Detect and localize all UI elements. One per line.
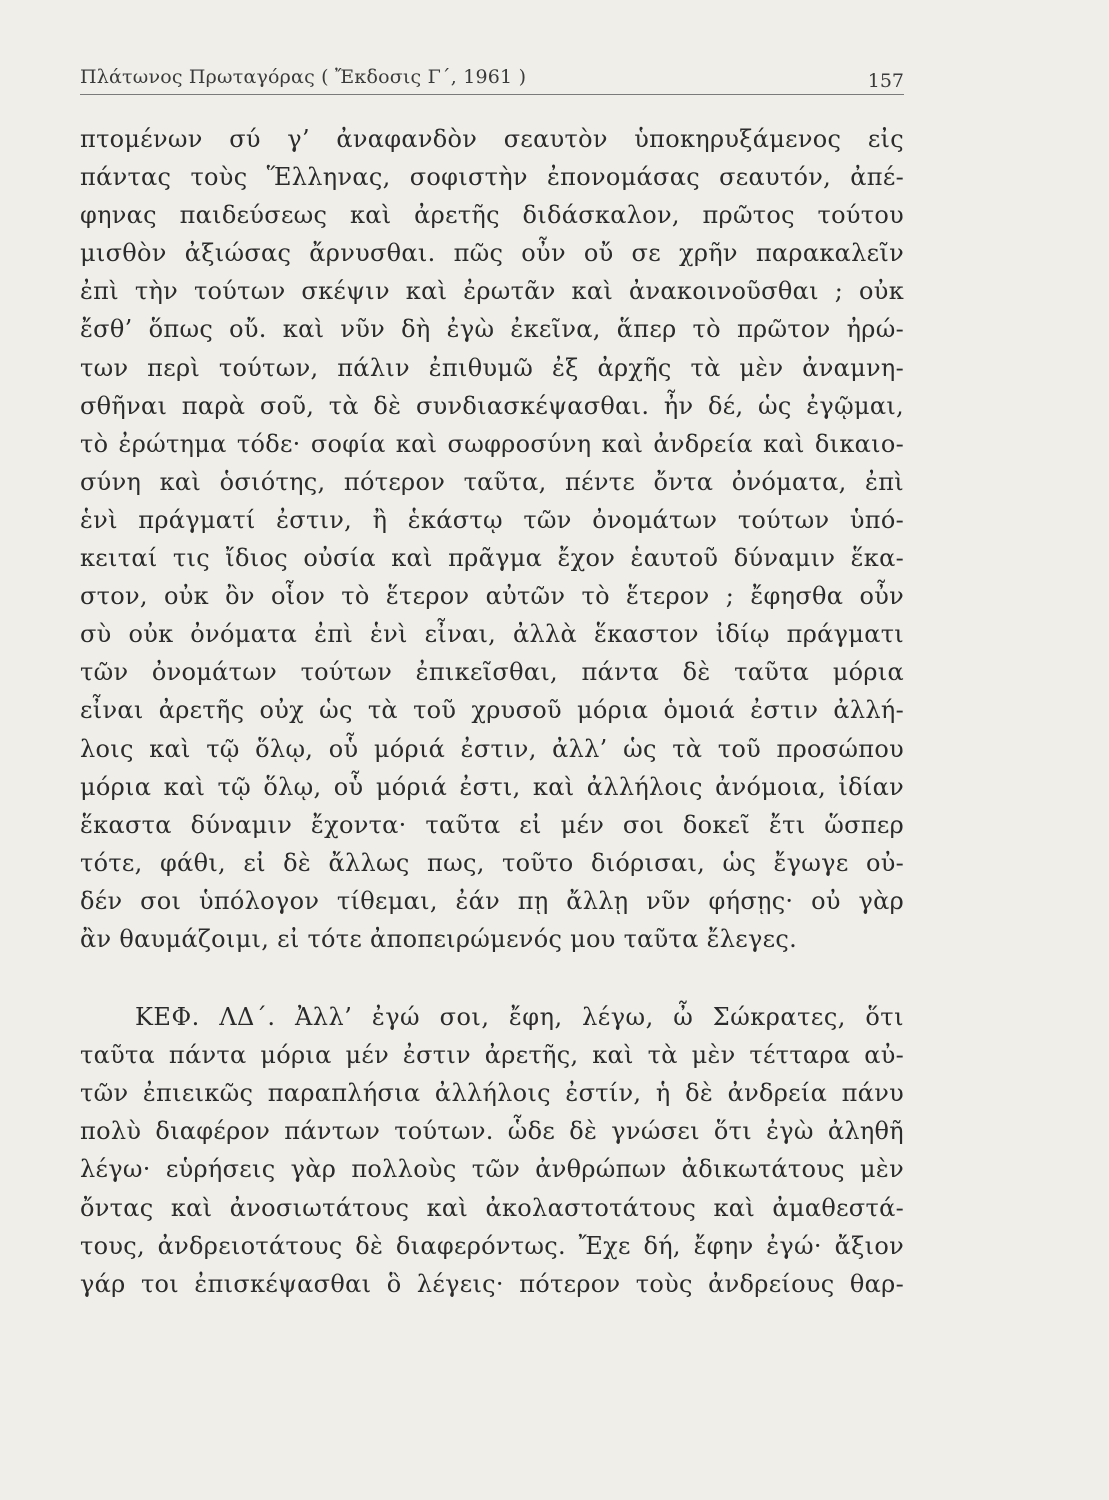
body-text [80,120,904,1303]
text-line: πτομένων σύ γ’ ἀναφανδὸν σεαυτὸν ὑποκηρυξάμενος εἰς [80,125,904,153]
text-line: τους, ἀνδρειοτάτους δὲ διαφερόντως. Ἔχε δή, ἔφην ἐγώ· ἄξιον [80,1231,904,1260]
text-line: γάρ τοι ἐπισκέψασθαι ὃ λέγεις· πότερον τοὺς ἀνδρείους θαρ- [80,1269,904,1298]
text-line: ἐπὶ τὴν τούτων σκέψιν καὶ ἐρωτᾶν καὶ ἀνακοινοῦσθαι ; οὐκ [80,277,904,306]
paragraph-gap [80,958,904,998]
running-header [80,62,904,95]
text-line: τότε, φάθι, εἰ δὲ ἄλλως πως, τοῦτο διόρισαι, ὡς ἔγωγε οὐ- [80,848,904,877]
paragraph-2 [80,998,904,1303]
text-line: δέν σοι ὑπόλογον τίθεμαι, ἐάν πῃ ἄλλῃ νῦν φήσῃς· οὐ γὰρ [80,886,904,915]
text-line: κειταί τις ἴδιος οὐσία καὶ πρᾶγμα ἔχον ἑαυτοῦ δύναμιν ἕκα- [80,544,904,573]
page-number: 157 [867,70,904,92]
text-line: τῶν ἐπιεικῶς παραπλήσια ἀλλήλοις ἐστίν, ἡ δὲ ἀνδρεία πάνυ [80,1079,904,1108]
text-line: ὄντας καὶ ἀνοσιωτάτους καὶ ἀκολαστοτάτους καὶ ἀμαθεστά- [80,1193,904,1222]
text-line: μόρια καὶ τῷ ὅλῳ, οὗ μόριά ἐστι, καὶ ἀλλήλοις ἀνόμοια, ἰδίαν [80,772,904,801]
text-line: τῶν ὀνομάτων τούτων ἐπικεῖσθαι, πάντα δὲ ταῦτα μόρια [80,658,904,687]
paragraph-1 [80,120,904,958]
text-line: των περὶ τούτων, πάλιν ἐπιθυμῶ ἐξ ἀρχῆς τὰ μὲν ἀναμνη- [80,353,904,382]
text-line: εἶναι ἀρετῆς οὐχ ὡς τὰ τοῦ χρυσοῦ μόρια ὁμοιά ἐστιν ἀλλή- [80,696,904,725]
running-title: Πλάτωνος Πρωταγόρας ( Ἔκδοσις Γ΄, 1961 ) [80,66,527,88]
text-line: φηνας παιδεύσεως καὶ ἀρετῆς διδάσκαλον, πρῶτος τούτου [80,201,904,230]
text-line: ἂν θαυμάζοιμι, εἰ τότε ἀποπειρώμενός μου ταῦτα ἔλεγες. [80,924,798,953]
text-line: τὸ ἐρώτημα τόδε· σοφία καὶ σωφροσύνη καὶ ἀνδρεία καὶ δικαιο- [80,429,904,458]
text-line: στον, οὐκ ὂν οἷον τὸ ἕτερον αὐτῶν τὸ ἕτερον ; ἔφησθα οὖν [80,582,904,611]
text-line: σύνη καὶ ὁσιότης, πότερον ταῦτα, πέντε ὄντα ὀνόματα, ἐπὶ [80,467,904,496]
text-line: πάντας τοὺς Ἕλληνας, σοφιστὴν ἐπονομάσας σεαυτόν, ἀπέ- [80,163,904,192]
text-line: ταῦτα πάντα μόρια μέν ἐστιν ἀρετῆς, καὶ τὰ μὲν τέτταρα αὐ- [80,1041,904,1070]
text-line: σὺ οὐκ ὀνόματα ἐπὶ ἑνὶ εἶναι, ἀλλὰ ἕκαστον ἰδίῳ πράγματι [80,620,904,649]
text-line: ἔσθ’ ὅπως οὔ. καὶ νῦν δὴ ἐγὼ ἐκεῖνα, ἅπερ τὸ πρῶτον ἠρώ- [80,315,904,344]
text-line: ἕκαστα δύναμιν ἔχοντα· ταῦτα εἰ μέν σοι δοκεῖ ἔτι ὥσπερ [80,810,904,839]
text-line: ἑνὶ πράγματί ἐστιν, ἢ ἑκάστῳ τῶν ὀνομάτων τούτων ὑπό- [80,505,904,534]
text-line: λέγω· εὑρήσεις γὰρ πολλοὺς τῶν ἀνθρώπων ἀδικωτάτους μὲν [80,1155,904,1184]
text-line: πολὺ διαφέρον πάντων τούτων. ὧδε δὲ γνώσει ὅτι ἐγὼ ἀληθῆ [80,1117,904,1146]
text-line: σθῆναι παρὰ σοῦ, τὰ δὲ συνδιασκέψασθαι. ἦν δέ, ὡς ἐγῷμαι, [80,391,904,420]
chapter-heading-line: ΚΕΦ. ΛΔ΄. Ἀλλ’ ἐγώ σοι, ἔφη, λέγω, ὦ Σώκρατες, ὅτι [135,1003,904,1032]
text-line: μισθὸν ἀξιώσας ἄρνυσθαι. πῶς οὖν οὔ σε χρῆν παρακαλεῖν [80,239,904,268]
text-line: λοις καὶ τῷ ὅλῳ, οὗ μόριά ἐστιν, ἀλλ’ ὡς τὰ τοῦ προσώπου [80,734,904,763]
